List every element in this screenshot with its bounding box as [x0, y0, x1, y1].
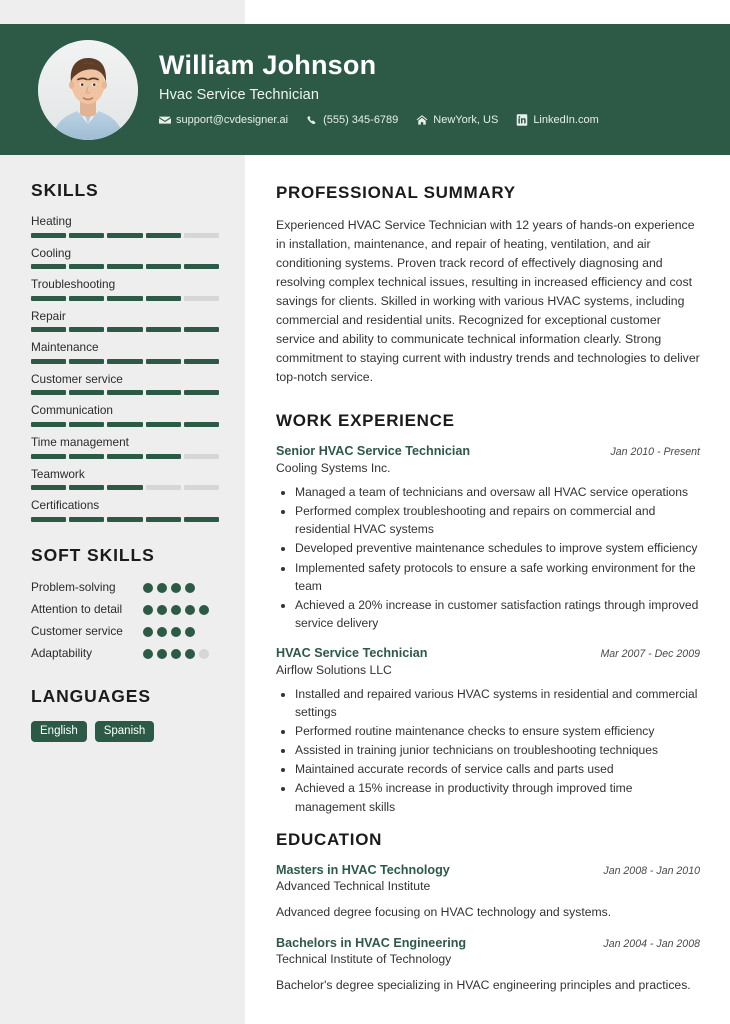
- skill-row: [31, 499, 219, 522]
- languages-heading: LANGUAGES: [31, 685, 151, 706]
- skill-label: Customer service: [31, 371, 123, 386]
- skill-segment: [31, 296, 66, 301]
- soft-skill-label: Customer service: [31, 623, 123, 638]
- skill-segment: [146, 359, 181, 364]
- entry-bullet: • Performed routine maintenance checks to ensure system efficiency: [295, 722, 700, 740]
- entry-bullet: • Developed preventive maintenance schedules to improve system efficiency: [295, 539, 700, 557]
- resume-entry: [276, 863, 700, 922]
- soft-skill-dots: [143, 602, 209, 615]
- skill-segment: [31, 517, 66, 522]
- skill-label: Communication: [31, 403, 113, 418]
- soft-skill-dot: [157, 649, 167, 659]
- entry-bullet: • Installed and repaired various HVAC systems in residential and commercial settings: [295, 685, 700, 721]
- skill-segment: [146, 233, 181, 238]
- language-badge: English: [31, 721, 87, 743]
- skill-segment: [31, 454, 66, 459]
- entry-organization: Cooling Systems Inc.: [276, 461, 391, 476]
- soft-skill-row: [31, 602, 219, 620]
- skill-segment: [107, 485, 142, 490]
- entry-organization: Technical Institute of Technology: [276, 952, 452, 967]
- resume-body: [0, 155, 730, 1009]
- soft-skill-dots: [143, 624, 209, 637]
- skill-level-bar: [31, 296, 219, 301]
- soft-skill-row: [31, 624, 219, 642]
- entry-description: Advanced degree focusing on HVAC technology and systems.: [276, 905, 612, 920]
- contact-row: [159, 114, 599, 126]
- skill-row: [31, 215, 219, 238]
- skill-label: Repair: [31, 308, 66, 323]
- soft-skill-dot: [143, 605, 153, 615]
- entry-bullet-list: [276, 483, 700, 632]
- summary-heading: PROFESSIONAL SUMMARY: [276, 183, 516, 202]
- skill-segment: [69, 390, 104, 395]
- skill-segment: [107, 327, 142, 332]
- skill-segment: [69, 359, 104, 364]
- skills-section: [31, 180, 219, 522]
- skill-segment: [107, 359, 142, 364]
- soft-skill-row: [31, 580, 219, 598]
- soft-skill-label: Problem-solving: [31, 579, 116, 594]
- skill-segment: [69, 327, 104, 332]
- skill-row: [31, 278, 219, 301]
- skill-level-bar: [31, 233, 219, 238]
- skill-level-bar: [31, 390, 219, 395]
- soft-skill-dot: [185, 649, 195, 659]
- skill-segment: [184, 390, 219, 395]
- soft-skill-label: Attention to detail: [31, 601, 123, 616]
- entry-date: Jan 2004 - Jan 2008: [603, 937, 700, 950]
- soft-skill-dot: [185, 627, 195, 637]
- entry-bullet: • Implemented safety protocols to ensure a safe working environment for the team: [295, 559, 700, 595]
- entry-date: Mar 2007 - Dec 2009: [600, 648, 700, 661]
- contact-phone-text: (555) 345-6789: [323, 113, 399, 126]
- entry-title: Bachelors in HVAC Engineering: [276, 935, 467, 950]
- soft-skills-list: [31, 580, 219, 664]
- entry-bullet: • Achieved a 20% increase in customer satisfaction ratings through improved service delivery: [295, 596, 700, 632]
- entry-title: Masters in HVAC Technology: [276, 862, 450, 877]
- skill-row: [31, 468, 219, 491]
- skill-segment: [107, 517, 142, 522]
- contact-linkedin[interactable]: [516, 114, 598, 126]
- entry-organization: Advanced Technical Institute: [276, 879, 431, 894]
- entry-header: [276, 444, 700, 460]
- soft-skill-dot: [171, 649, 181, 659]
- skill-segment: [146, 485, 181, 490]
- languages-section: [31, 686, 219, 743]
- skill-segment: [184, 454, 219, 459]
- sidebar: [0, 155, 245, 742]
- entry-bullet: • Performed complex troubleshooting and repairs on commercial and residential HVAC systems: [295, 502, 700, 538]
- soft-skill-dot: [143, 627, 153, 637]
- header-text-block: [159, 51, 599, 128]
- soft-skill-dot: [143, 649, 153, 659]
- entry-organization: Airflow Solutions LLC: [276, 662, 392, 677]
- skill-segment: [107, 390, 142, 395]
- skill-segment: [31, 390, 66, 395]
- contact-location[interactable]: [416, 114, 498, 126]
- skill-segment: [69, 233, 104, 238]
- language-badge: Spanish: [95, 721, 155, 743]
- main-column: [245, 155, 730, 1009]
- phone-icon: [306, 114, 318, 126]
- professional-summary-section: [276, 183, 700, 387]
- soft-skill-dot: [185, 583, 195, 593]
- skill-row: [31, 404, 219, 427]
- skill-segment: [184, 327, 219, 332]
- skill-level-bar: [31, 422, 219, 427]
- skill-segment: [69, 517, 104, 522]
- contact-linkedin-text: LinkedIn.com: [533, 113, 599, 126]
- skill-level-bar: [31, 485, 219, 490]
- soft-skill-row: [31, 646, 219, 664]
- skill-segment: [69, 422, 104, 427]
- skill-segment: [107, 264, 142, 269]
- soft-skill-dot: [199, 649, 209, 659]
- soft-skill-dot: [171, 583, 181, 593]
- resume-entry: [276, 444, 700, 632]
- skill-segment: [184, 485, 219, 490]
- soft-skill-dots: [143, 580, 209, 593]
- skill-segment: [31, 485, 66, 490]
- entry-bullet: • Managed a team of technicians and oversaw all HVAC service operations: [295, 483, 700, 501]
- entry-bullet: • Achieved a 15% increase in productivity through improved time management skills: [295, 779, 700, 815]
- skill-segment: [146, 296, 181, 301]
- skill-segment: [184, 359, 219, 364]
- skill-label: Heating: [31, 214, 72, 228]
- soft-skill-dot: [171, 605, 181, 615]
- soft-skills-section: [31, 545, 219, 664]
- soft-skill-label: Adaptability: [31, 645, 92, 660]
- skill-segment: [146, 327, 181, 332]
- resume-header: [0, 24, 730, 155]
- skill-segment: [184, 517, 219, 522]
- skill-row: [31, 436, 219, 459]
- entry-description: Bachelor's degree specializing in HVAC engineering principles and practices.: [276, 978, 691, 993]
- skill-segment: [107, 454, 142, 459]
- skill-label: Time management: [31, 434, 129, 449]
- entry-header: [276, 863, 700, 879]
- soft-skill-dot: [143, 583, 153, 593]
- entry-title: HVAC Service Technician: [276, 646, 428, 661]
- soft-skill-dot: [157, 583, 167, 593]
- entry-bullet-list: [276, 685, 700, 816]
- home-icon: [416, 114, 428, 126]
- soft-skill-dot: [199, 605, 209, 615]
- skill-label: Maintenance: [31, 340, 99, 355]
- soft-skill-dots: [143, 646, 209, 659]
- education-heading: EDUCATION: [276, 829, 383, 849]
- skill-level-bar: [31, 454, 219, 459]
- skill-row: [31, 341, 219, 364]
- soft-skill-dot: [171, 627, 181, 637]
- skills-heading: SKILLS: [31, 180, 99, 200]
- contact-email[interactable]: [159, 114, 288, 126]
- skill-segment: [107, 422, 142, 427]
- work-experience-list: [276, 444, 700, 815]
- linkedin-icon: [516, 114, 528, 126]
- skill-level-bar: [31, 359, 219, 364]
- skill-label: Cooling: [31, 245, 72, 260]
- skill-segment: [69, 296, 104, 301]
- candidate-name: William Johnson: [159, 50, 377, 81]
- skill-label: Teamwork: [31, 466, 85, 481]
- soft-skills-heading: SOFT SKILLS: [31, 544, 155, 565]
- skill-segment: [69, 264, 104, 269]
- skill-label: Troubleshooting: [31, 277, 116, 292]
- soft-skill-dot: [185, 605, 195, 615]
- skill-segment: [69, 485, 104, 490]
- skill-level-bar: [31, 327, 219, 332]
- skill-segment: [31, 264, 66, 269]
- skill-segment: [146, 422, 181, 427]
- candidate-job-title: Hvac Service Technician: [159, 86, 319, 103]
- avatar: [38, 40, 138, 140]
- entry-header: [276, 936, 700, 952]
- skill-row: [31, 373, 219, 396]
- languages-list: [31, 721, 219, 743]
- summary-text: Experienced HVAC Service Technician with 12 years of hands-on experience in installation, maintenance, and repair of heating, ventilation, and air conditioning systems. Proven track record of effectively diagnosing and resolving complex technical issues, resulting in increased efficiency and cost savings for clients. Skilled in working with various HVAC systems, including commercial and residential units. Recognized for exceptional customer service and ability to communicate technical information clearly. Strong commitment to staying current with industry trends and technologies to deliver top-notch service.: [276, 218, 700, 385]
- skill-segment: [184, 422, 219, 427]
- skill-segment: [146, 517, 181, 522]
- skill-segment: [146, 454, 181, 459]
- resume-entry: [276, 936, 700, 995]
- skill-segment: [184, 264, 219, 269]
- soft-skill-dot: [157, 627, 167, 637]
- entry-date: Jan 2010 - Present: [610, 446, 700, 459]
- resume-entry: [276, 646, 700, 816]
- skill-level-bar: [31, 264, 219, 269]
- entry-title: Senior HVAC Service Technician: [276, 444, 471, 459]
- contact-phone[interactable]: [306, 114, 398, 126]
- skill-segment: [107, 233, 142, 238]
- contact-email-text: support@cvdesigner.ai: [176, 113, 289, 126]
- entry-bullet: • Assisted in training junior technicians on troubleshooting techniques: [295, 741, 700, 759]
- education-list: [276, 863, 700, 995]
- skill-segment: [107, 296, 142, 301]
- skill-segment: [31, 422, 66, 427]
- skill-label: Certifications: [31, 498, 100, 513]
- skills-list: [31, 215, 219, 522]
- entry-date: Jan 2008 - Jan 2010: [603, 864, 700, 877]
- skill-segment: [31, 233, 66, 238]
- education-section: [276, 830, 700, 995]
- skill-segment: [184, 233, 219, 238]
- skill-row: [31, 310, 219, 333]
- contact-location-text: NewYork, US: [433, 113, 499, 126]
- skill-segment: [146, 264, 181, 269]
- envelope-icon: [159, 114, 171, 126]
- skill-level-bar: [31, 517, 219, 522]
- skill-segment: [69, 454, 104, 459]
- skill-segment: [146, 390, 181, 395]
- work-experience-heading: WORK EXPERIENCE: [276, 411, 455, 431]
- soft-skill-dot: [157, 605, 167, 615]
- work-experience-section: [276, 411, 700, 815]
- skill-segment: [31, 359, 66, 364]
- entry-bullet: • Maintained accurate records of service calls and parts used: [295, 760, 700, 778]
- skill-row: [31, 247, 219, 270]
- skill-segment: [184, 296, 219, 301]
- entry-header: [276, 646, 700, 662]
- skill-segment: [31, 327, 66, 332]
